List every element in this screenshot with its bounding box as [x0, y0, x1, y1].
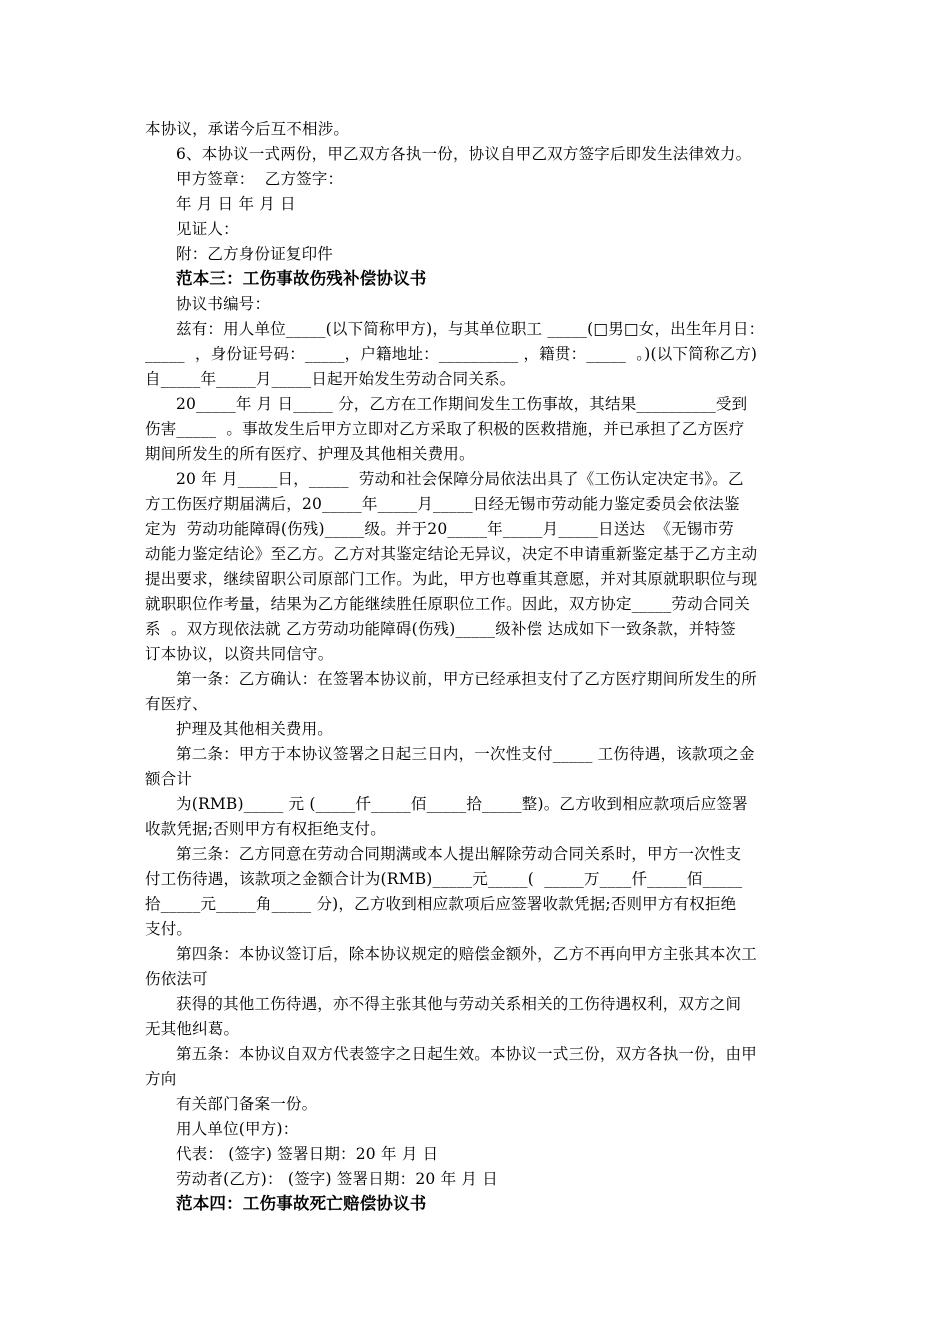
section-heading-4: 范本四：工伤事故死亡赔偿协议书	[176, 1194, 427, 1213]
text-line: 第五条：本协议自双方代表签字之日起生效。本协议一式三份，双方各执一份，由甲	[176, 1045, 757, 1063]
text-line: 支付。	[145, 920, 193, 938]
text-line: 甲方签章： 乙方签字：	[176, 170, 344, 188]
text-line: 第一条：乙方确认：在签署本协议前，甲方已经承担支付了乙方医疗期间所发生的所	[176, 670, 757, 688]
text-line: 动能力鉴定结论》至乙方。乙方对其鉴定结论无异议，决定不申请重新鉴定基于乙方主动	[145, 545, 758, 563]
text-line: 附：乙方身份证复印件	[176, 245, 334, 263]
text-line: 额合计	[145, 770, 193, 788]
text-line: 订本协议，以资共同信守。	[145, 645, 334, 663]
text-line: 有医疗、	[145, 695, 208, 713]
text-line: 第二条：甲方于本协议签署之日起三日内，一次性支付_____ 工伤待遇，该款项之金	[176, 745, 755, 763]
text-line: 期间所发生的所有医疗、护理及其他相关费用。	[145, 445, 475, 463]
text-line: 20_____年 月 日_____ 分，乙方在工作期间发生工伤事故，其结果__________受到	[176, 395, 748, 413]
text-line: 伤依法可	[145, 970, 208, 988]
text-line: 获得的其他工伤待遇，亦不得主张其他与劳动关系相关的工伤待遇权利，双方之间	[176, 995, 742, 1013]
text-line: 代表： (签字) 签署日期：20 年 月 日	[176, 1145, 439, 1163]
text-line: 提出要求，继续留职公司原部门工作。为此，甲方也尊重其意愿，并对其原就职职位与现	[145, 570, 758, 588]
text-line: 收款凭据;否则甲方有权拒绝支付。	[145, 820, 386, 838]
text-line: 6、本协议一式两份，甲乙双方各执一份，协议自甲乙双方签字后即发生法律效力。	[176, 145, 752, 163]
text-line: 付工伤待遇，该款项之金额合计为(RMB)_____元_____( _____万____仟_____佰_____	[145, 870, 743, 888]
text-line: 第三条：乙方同意在劳动合同期满或本人提出解除劳动合同关系时，甲方一次性支	[176, 845, 742, 863]
text-line: 方工伤医疗期届满后，20_____年_____月_____日经无锡市劳动能力鉴定委员会依法鉴	[145, 495, 740, 513]
text-line: 兹有：用人单位_____(以下简称甲方)，与其单位职工 _____(□男□女，出生年月日：	[176, 320, 765, 338]
text-line: 无其他纠葛。	[145, 1020, 240, 1038]
text-line: 20 年 月_____日，_____ 劳动和社会保障分局依法出具了《工伤认定决定书》。乙	[176, 470, 744, 488]
text-line: 见证人：	[176, 220, 239, 238]
text-line: _____ ，身份证号码：_____，户籍地址：__________ ，籍贯：_____ 。)(以下简称乙方)	[145, 345, 758, 363]
text-line: 用人单位(甲方)：	[176, 1120, 299, 1138]
text-line: 系 。双方现依法就 乙方劳动功能障碍(伤残)_____级补偿 达成如下一致条款，并特签	[145, 620, 736, 638]
text-line: 拾_____元_____角_____ 分)，乙方收到相应款项后应签署收款凭据;否则甲方有权拒绝	[145, 895, 737, 913]
text-line: 护理及其他相关费用。	[176, 720, 334, 738]
section-heading-3: 范本三：工伤事故伤残补偿协议书	[176, 269, 427, 288]
text-line: 就职职位作考量，结果为乙方能继续胜任原职位工作。因此，双方协定_____劳动合同关	[145, 595, 750, 613]
text-line: 定为 劳动功能障碍(伤残)_____级。并于20_____年_____月_____日送达 《无锡市劳	[145, 520, 734, 538]
text-line: 方向	[145, 1070, 177, 1088]
text-line: 协议书编号：	[176, 295, 271, 313]
text-line: 为(RMB)_____ 元 (_____仟_____佰_____拾_____整)。乙方收到相应款项后应签署	[176, 795, 748, 813]
text-line: 自_____年_____月_____日起开始发生劳动合同关系。	[145, 370, 516, 388]
text-line: 年 月 日 年 月 日	[176, 195, 296, 213]
text-line: 有关部门备案一份。	[176, 1095, 318, 1113]
text-line: 第四条：本协议签订后，除本协议规定的赔偿金额外，乙方不再向甲方主张其本次工	[176, 945, 757, 963]
text-line: 劳动者(乙方)： (签字) 签署日期：20 年 月 日	[176, 1170, 498, 1188]
text-line: 本协议，承诺今后互不相涉。	[145, 120, 350, 138]
text-line: 伤害_____ 。事故发生后甲方立即对乙方采取了积极的医救措施，并已承担了乙方医疗	[145, 420, 745, 438]
